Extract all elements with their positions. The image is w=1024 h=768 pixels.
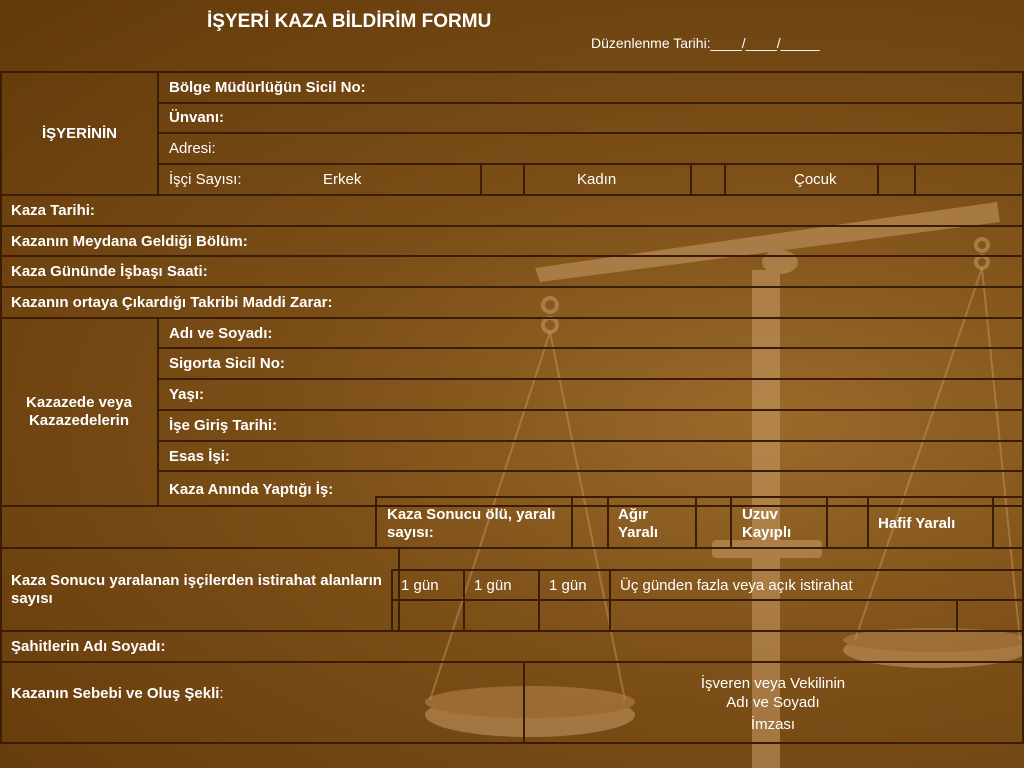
grid-line (607, 496, 609, 548)
grid-line (375, 496, 1024, 498)
kadin-label: Kadın (577, 171, 617, 188)
esas-is-label: Esas İşi: (169, 448, 230, 465)
grid-line (158, 132, 1024, 134)
grid-line (0, 194, 1024, 196)
kaza-tarihi-label: Kaza Tarihi: (11, 202, 95, 219)
grid-line (695, 496, 697, 548)
erkek-label: Erkek (323, 171, 362, 188)
grid-line (956, 599, 958, 631)
grid-line (724, 163, 726, 195)
adres-label: Adresi: (169, 140, 216, 157)
grid-line (158, 440, 1024, 442)
grid-line (0, 630, 1024, 632)
olu-yarali-label: Kaza Sonucu ölü, yaralı sayısı: (387, 506, 556, 541)
grid-line (0, 255, 1024, 257)
grid-line (826, 496, 828, 548)
grid-line (0, 71, 1024, 73)
grid-line (391, 569, 393, 631)
grid-line (158, 470, 1024, 472)
grid-line (158, 378, 1024, 380)
unvan-label: Ünvanı: (169, 109, 225, 126)
victim-section-label: Kazazede veya Kazazedelerin (26, 394, 132, 429)
grid-line (523, 661, 525, 743)
maddi-zarar-label: Kazanın ortaya Çıkardığı Takribi Maddi Zarar: (11, 294, 333, 311)
grid-line (0, 286, 1024, 288)
grid-line (690, 163, 692, 195)
ise-giris-label: İşe Giriş Tarihi: (169, 417, 278, 434)
cocuk-label: Çocuk (794, 171, 837, 188)
hafif-yarali-label: Hafif Yaralı (878, 515, 956, 532)
grid-line (609, 569, 611, 631)
grid-line (523, 163, 525, 195)
gun3-label: 1 gün (549, 577, 587, 594)
grid-line (157, 317, 159, 507)
grid-line (463, 569, 465, 631)
yaptigi-is-label: Kaza Anında Yaptığı İş: (169, 481, 334, 498)
meydana-geldigi-bolum-label: Kazanın Meydana Geldiği Bölüm: (11, 233, 248, 250)
workplace-section-label: İŞYERİNİN (41, 125, 117, 142)
uzuv-kayipli-label: Uzuv Kayıplı (742, 506, 792, 541)
grid-line (992, 496, 994, 548)
grid-line (158, 163, 1024, 165)
grid-line (538, 569, 540, 631)
grid-line (398, 547, 400, 631)
date-line: Düzenlenme Tarihi:____/____/_____ (591, 35, 820, 51)
grid-line (0, 317, 1024, 319)
grid-line (391, 569, 1024, 571)
fazla-istirahat-label: Üç günden fazla veya açık istirahat (620, 577, 853, 594)
istirahat-label: Kaza Sonucu yaralanan işçilerden istirahat alanların sayısı (11, 572, 382, 607)
isveren-line1: İşveren veya Vekilinin (700, 675, 846, 692)
grid-line (867, 496, 869, 548)
grid-line (158, 409, 1024, 411)
grid-line (0, 225, 1024, 227)
grid-line (914, 163, 916, 195)
grid-line (0, 547, 1024, 549)
sebep-colon: : (219, 685, 224, 702)
agir-yarali-label: Ağır Yaralı (618, 506, 659, 541)
grid-line (571, 496, 573, 548)
grid-line (391, 599, 1024, 601)
grid-line (157, 71, 159, 196)
grid-line (0, 742, 1024, 744)
grid-line (877, 163, 879, 195)
sebep-row (11, 685, 224, 703)
isveren-line3: İmzası (750, 716, 796, 733)
grid-line (0, 71, 2, 744)
isveren-line2: Adı ve Soyadı (726, 694, 820, 711)
grid-line (375, 496, 377, 548)
sahitler-label: Şahitlerin Adı Soyadı: (11, 638, 166, 655)
sicil-no-label: Bölge Müdürlüğün Sicil No: (169, 79, 366, 96)
grid-line (480, 163, 482, 195)
sigorta-sicil-label: Sigorta Sicil No: (169, 355, 285, 372)
gun1-label: 1 gün (401, 577, 439, 594)
ad-soyad-label: Adı ve Soyadı: (169, 325, 273, 342)
grid-line (0, 661, 1024, 663)
grid-line (730, 496, 732, 548)
form-title: İŞYERİ KAZA BİLDİRİM FORMU (207, 11, 492, 32)
isbasi-saati-label: Kaza Gününde İşbaşı Saati: (11, 263, 208, 280)
gun2-label: 1 gün (474, 577, 512, 594)
sebep-label: Kazanın Sebebi ve Oluş Şekli (11, 685, 220, 702)
grid-line (158, 347, 1024, 349)
isci-sayisi-label: İşçi Sayısı: (169, 171, 242, 188)
yas-label: Yaşı: (169, 386, 205, 403)
grid-line (158, 102, 1024, 104)
